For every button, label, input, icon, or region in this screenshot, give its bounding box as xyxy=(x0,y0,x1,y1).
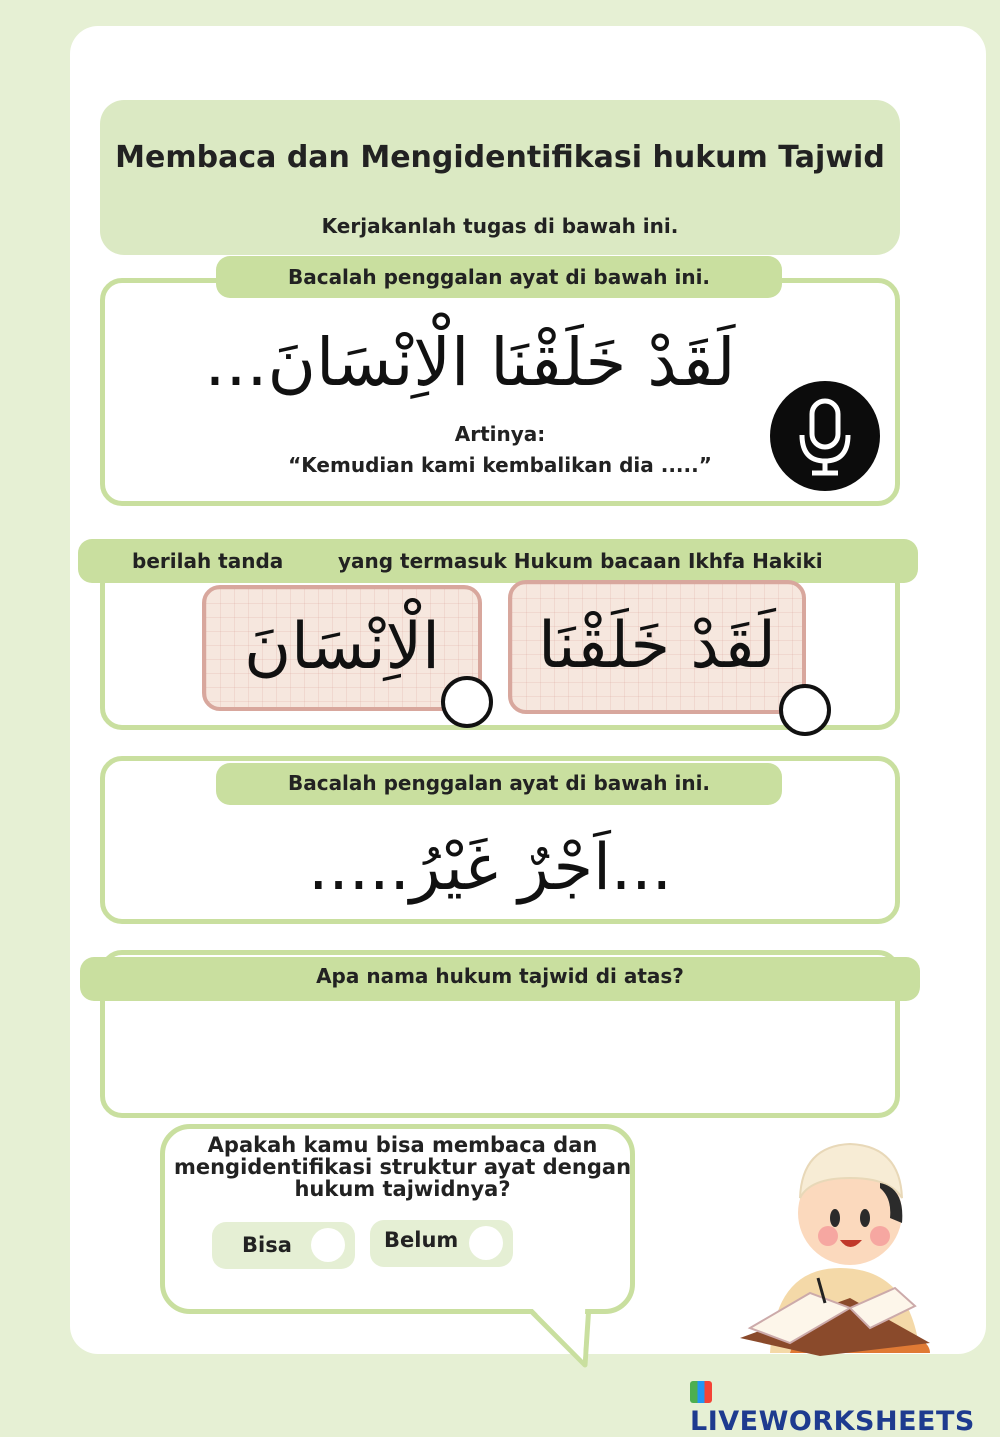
answer-field[interactable] xyxy=(116,1010,884,1104)
boy-reading-quran-illustration xyxy=(730,1128,940,1358)
brand-logo-icon xyxy=(690,1381,712,1403)
option-tile-alinsan xyxy=(202,585,482,711)
section2-label-part1: berilah tanda xyxy=(132,549,284,573)
option-belum-label: Belum xyxy=(384,1228,459,1252)
option-belum[interactable] xyxy=(370,1220,513,1267)
option-bisa[interactable] xyxy=(212,1222,355,1269)
liveworksheets-brand xyxy=(690,1375,1000,1437)
option-belum-radio[interactable] xyxy=(469,1226,503,1260)
section3-arabic-verse: ...اَجْرٌ غَيْرُ..... xyxy=(308,831,672,905)
brand-text: LIVEWORKSHEETS xyxy=(690,1406,975,1437)
microphone-button[interactable] xyxy=(770,381,880,491)
section4-label: Apa nama hukum tajwid di atas? xyxy=(80,957,920,1001)
speech-bubble-tail-fill xyxy=(500,1280,620,1370)
section1-label: Bacalah penggalan ayat di bawah ini. xyxy=(216,256,782,298)
checkbox-alinsan[interactable] xyxy=(441,676,493,728)
option-alinsan-text: الْاِنْسَانَ xyxy=(244,610,440,684)
self-check-question: Apakah kamu bisa membaca dan mengidentifikasi struktur ayat dengan hukum tajwidnya? xyxy=(173,1133,632,1201)
section1-arabic-verse: لَقَدْ خَلَقْنَا الْاِنْسَانَ... xyxy=(204,324,736,401)
microphone-icon xyxy=(770,381,880,491)
page-subtitle: Kerjakanlah tugas di bawah ini. xyxy=(321,214,679,238)
option-tile-laqad-khalaqna xyxy=(508,580,806,714)
section2-label xyxy=(78,539,918,583)
meaning-text: “Kemudian kami kembalikan dia .....” xyxy=(288,453,712,477)
checkbox-laqad-khalaqna[interactable] xyxy=(779,684,831,736)
option-bisa-radio[interactable] xyxy=(311,1228,345,1262)
meaning-label: Artinya: xyxy=(454,422,546,446)
option-bisa-label: Bisa xyxy=(242,1233,292,1257)
section2-label-part2: yang termasuk Hukum bacaan Ikhfa Hakiki xyxy=(338,549,823,573)
page-title: Membaca dan Mengidentifikasi hukum Tajwid xyxy=(115,140,885,175)
option-laqad-khalaqna-text: لَقَدْ خَلَقْنَا xyxy=(538,609,776,683)
section3-label: Bacalah penggalan ayat di bawah ini. xyxy=(216,763,782,805)
